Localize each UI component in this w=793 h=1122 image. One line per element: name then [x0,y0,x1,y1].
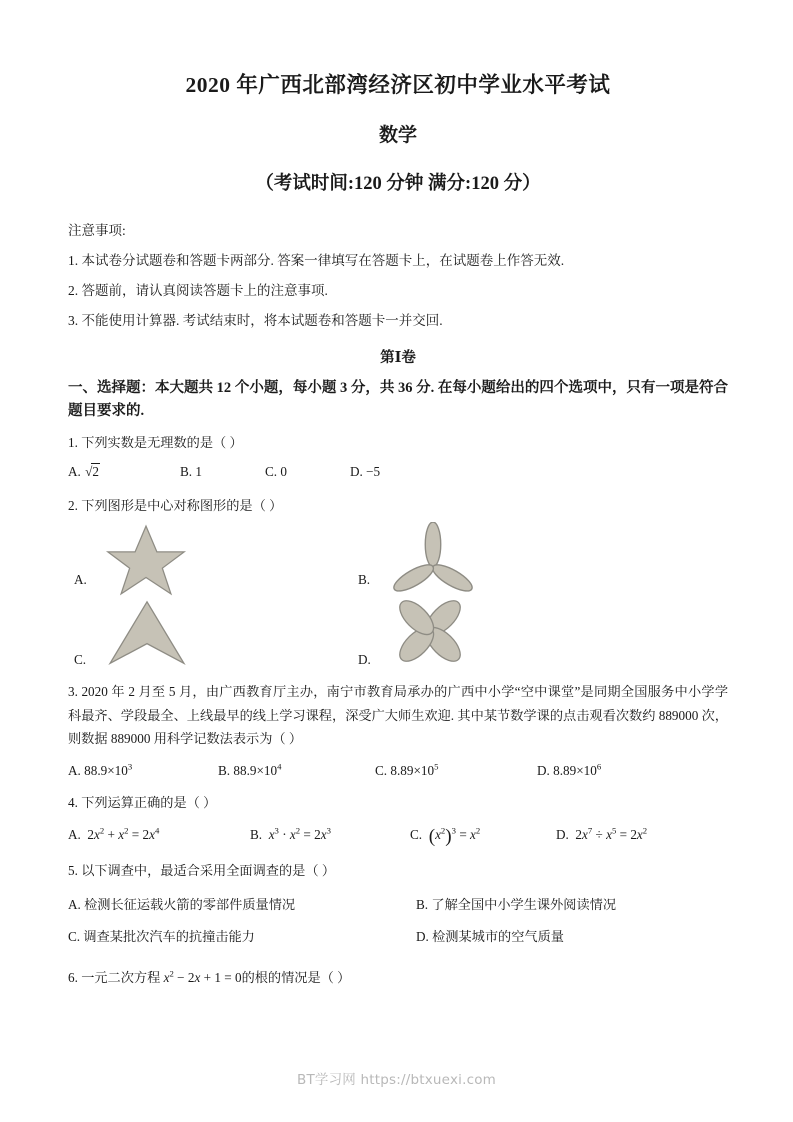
question-6-text-suffix: 的根的情况是（ ） [241,969,351,985]
option-letter: C. [265,463,278,479]
question-5-text: 以下调查中，最适合采用全面调查的是（ ） [81,863,336,879]
question-3-option-b[interactable] [218,763,375,779]
question-6-text-prefix: 一元二次方程 [81,969,161,985]
question-6-equation: $x^2 - 2x + 1 = 0$ [163,968,242,985]
question-3-number: 3. [68,684,78,700]
option-value: −5 [366,463,381,479]
question-2-text: 下列图形是中心对称图形的是（ ） [81,497,283,513]
notice-item-3: 3. 不能使用计算器. 考试结束时，将本试题卷和答题卡一并交回. [68,313,443,329]
question-1-text: 下列实数是无理数的是（ ） [81,434,243,450]
question-1-number: 1. [68,434,78,450]
question-3-option-d[interactable] [537,763,601,779]
question-5-option-c[interactable] [68,926,398,945]
question-2-option-a-letter[interactable]: A. [74,572,87,588]
option-expression: $2x^7 \div x^5 = 2x^2$ [572,825,648,843]
notice-item-2: 2. 答题前，请认真阅读答题卡上的注意事项. [68,283,328,299]
question-5-option-d[interactable] [398,926,728,945]
option-value: 调查某批次汽车的抗撞击能力 [83,928,255,944]
question-3-text: 2020 年 2 月至 5 月，由广西教育厅主办，南宁市教育局承办的广西中小学“空中课堂”是同期全国服务中小学学科最齐、学段最全、上线最早的线上学习课程，深受广大师生欢迎. 其中某节数学课的点击观看次数约 889000 次，则数据 889000 用科学记数法表示为（ ） [68,684,729,746]
question-4-options [68,825,728,848]
option-exponent: 3 [127,761,133,772]
question-1-option-a[interactable] [68,464,180,480]
option-value: 8.89×10 [390,762,435,778]
question-2-option-b-letter[interactable]: B. [358,572,371,588]
option-value: 1 [195,463,202,479]
question-2-option-c-letter[interactable]: C. [74,652,87,668]
option-value: 88.9×10 [233,762,278,778]
notice-item-1: 1. 本试卷分试题卷和答题卡两部分. 答案一律填写在答题卡上，在试题卷上作答无效. [68,253,565,268]
option-expression: $2x^2 + x^2 = 2x^4$ [84,825,160,843]
option-value: 了解全国中小学生课外阅读情况 [431,896,617,912]
question-4-option-a[interactable] [68,827,250,845]
paper-part-label: 第Ⅰ卷 [380,349,416,366]
option-letter: B. [180,463,193,479]
question-3-stem [68,680,728,749]
question-6-stem [68,968,728,988]
question-5-option-a[interactable] [68,894,398,913]
option-exponent: 6 [596,761,602,772]
option-letter: A. [68,896,81,912]
option-letter: A. [68,762,81,778]
option-letter: B. [416,896,429,912]
question-4-option-d[interactable] [556,827,647,845]
question-5-options [68,894,728,958]
exam-time-score-info: （考试时间:120 分钟 满分:120 分） [255,174,541,194]
notice-block [68,219,728,330]
question-1-option-d[interactable] [350,464,380,480]
site-watermark: BT学习网 https://btxuexi.com [296,1072,497,1088]
arrow-chevron-icon [106,600,188,671]
question-4-option-c[interactable] [410,825,556,848]
sqrt-2-math: √2 [85,463,99,479]
question-2-option-d-letter[interactable]: D. [358,652,371,668]
question-1-option-c[interactable] [265,464,350,480]
option-expression: $x^3 \cdot x^2 = 2x^3$ [268,825,331,843]
question-2-number: 2. [68,497,78,513]
option-exponent: 4 [277,761,282,772]
option-letter: C. [375,762,388,778]
question-4-stem [68,793,728,813]
question-2-stem [68,496,728,516]
four-petal-flower-icon [388,590,472,677]
option-letter: D. [537,762,550,778]
big-question-heading: 一、选择题：本大题共 12 个小题，每小题 3 分，共 36 分. 在每小题给出的四个选项中，只有一项是符合题目要求的. [68,379,728,420]
question-1-stem [68,433,728,453]
option-letter: B. [218,762,231,778]
question-2-figure-options [68,520,728,678]
option-letter: B. [250,827,263,843]
option-value: 检测某城市的空气质量 [432,928,564,944]
question-1-options [68,464,728,480]
option-letter: A. [68,827,81,843]
question-5-stem [68,861,728,881]
question-1-option-b[interactable] [180,464,265,480]
option-value: 检测长征运载火箭的零部件质量情况 [84,896,296,912]
option-letter: C. [68,928,81,944]
question-4-number: 4. [68,794,78,810]
page-title: 2020 年广西北部湾经济区初中学业水平考试 [185,73,611,97]
question-5-option-b[interactable] [398,894,728,913]
question-3-options [68,763,728,779]
option-letter: A. [68,463,81,479]
option-letter: C. [410,827,423,843]
notice-heading: 注意事项: [68,223,126,238]
option-value: 0 [280,463,287,479]
question-3-option-a[interactable] [68,763,218,779]
five-point-star-icon [104,523,188,602]
question-4-text: 下列运算正确的是（ ） [81,794,217,810]
option-value: 88.9×10 [84,762,128,778]
option-exponent: 5 [434,761,439,772]
option-expression: $(x^2)^3 = x^2$ [428,825,481,848]
question-3-option-c[interactable] [375,763,537,779]
question-5-number: 5. [68,863,78,879]
question-4-option-b[interactable] [250,827,410,845]
question-6-number: 6. [68,969,78,985]
subject-title: 数学 [378,125,417,146]
option-letter: D. [556,827,569,843]
paper-content [68,0,728,990]
option-letter: D. [350,463,363,479]
option-letter: D. [416,928,429,944]
option-value: 8.89×10 [553,762,597,778]
